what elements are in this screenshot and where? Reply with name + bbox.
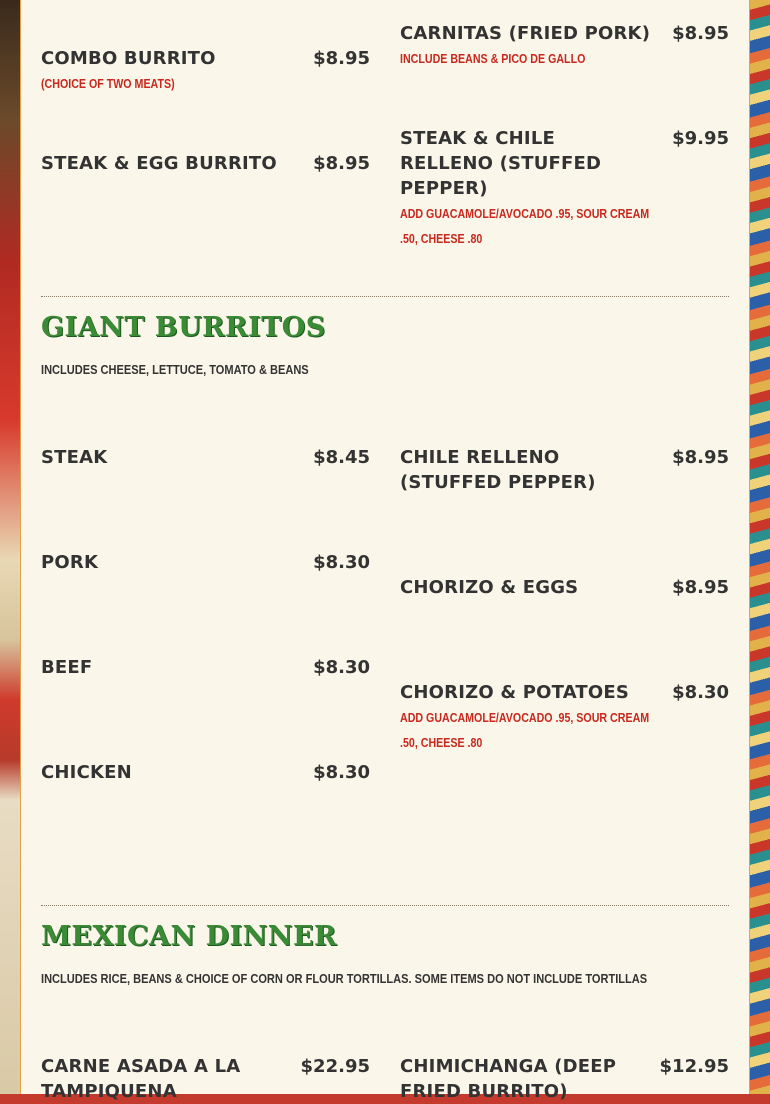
background-serape-right [748, 0, 770, 1094]
item-price: $8.30 [672, 682, 729, 703]
item-price: $8.95 [313, 48, 370, 69]
item-name: CHORIZO & EGGS [400, 577, 579, 598]
section-subtitle: INCLUDES CHEESE, LETTUCE, TOMATO & BEANS [41, 362, 309, 377]
item-price: $9.95 [672, 128, 729, 149]
item-name: CHILE RELLENO (STUFFED PEPPER) [400, 447, 596, 493]
section-divider [41, 296, 729, 297]
section-title-mexican-dinner: MEXICAN DINNER [41, 921, 337, 952]
item-note: INCLUDE BEANS & PICO DE GALLO [400, 51, 586, 66]
item-note: ADD GUACAMOLE/AVOCADO .95, SOUR CREAM .50, CHEESE .80 [400, 206, 650, 246]
section-divider [41, 905, 729, 906]
item-name: PORK [41, 552, 99, 573]
item-price: $8.95 [313, 153, 370, 174]
item-note: (CHOICE OF TWO MEATS) [41, 76, 175, 91]
item-name: CHORIZO & POTATOES [400, 682, 630, 703]
item-name: CHICKEN [41, 762, 132, 783]
item-price: $8.30 [313, 657, 370, 678]
item-price: $8.95 [672, 577, 729, 598]
item-name: STEAK [41, 447, 108, 468]
item-price: $8.45 [313, 447, 370, 468]
item-price: $22.95 [300, 1056, 370, 1077]
item-price: $12.95 [659, 1056, 729, 1077]
menu-item-pork [41, 550, 370, 575]
menu-item-steak-egg-burrito [41, 151, 370, 176]
menu-item-chicken [41, 760, 370, 785]
item-price: $8.30 [313, 552, 370, 573]
menu-item-combo-burrito [41, 46, 370, 96]
menu-item-steak [41, 445, 370, 470]
menu-item-chimichanga [400, 1054, 729, 1104]
menu-item-chorizo-eggs [400, 575, 729, 600]
section-subtitle: INCLUDES RICE, BEANS & CHOICE OF CORN OR FLOUR TORTILLAS. SOME ITEMS DO NOT INCLUDE TORTILLAS [41, 971, 648, 986]
menu-item-beef [41, 655, 370, 680]
section-title-giant-burritos: GIANT BURRITOS [41, 312, 326, 343]
item-name: STEAK & EGG BURRITO [41, 153, 277, 174]
item-price: $8.95 [672, 447, 729, 468]
background-photo-left [0, 0, 22, 1094]
item-price: $8.30 [313, 762, 370, 783]
menu-item-carnitas [400, 21, 729, 71]
item-name: CHIMICHANGA (DEEP FRIED BURRITO) [400, 1056, 617, 1102]
item-price: $8.95 [672, 23, 729, 44]
item-name: CARNE ASADA A LA TAMPIQUENA [41, 1056, 241, 1102]
menu-item-chile-relleno [400, 445, 729, 495]
item-name: STEAK & CHILE RELLENO (STUFFED PEPPER) [400, 128, 602, 199]
item-name: COMBO BURRITO [41, 48, 216, 69]
item-name: CARNITAS (FRIED PORK) [400, 23, 651, 44]
item-note: ADD GUACAMOLE/AVOCADO .95, SOUR CREAM .50, CHEESE .80 [400, 710, 650, 750]
menu-item-steak-chile-relleno [400, 126, 729, 251]
item-name: BEEF [41, 657, 93, 678]
menu-item-chorizo-potatoes [400, 680, 729, 755]
menu-item-carne-asada [41, 1054, 370, 1104]
